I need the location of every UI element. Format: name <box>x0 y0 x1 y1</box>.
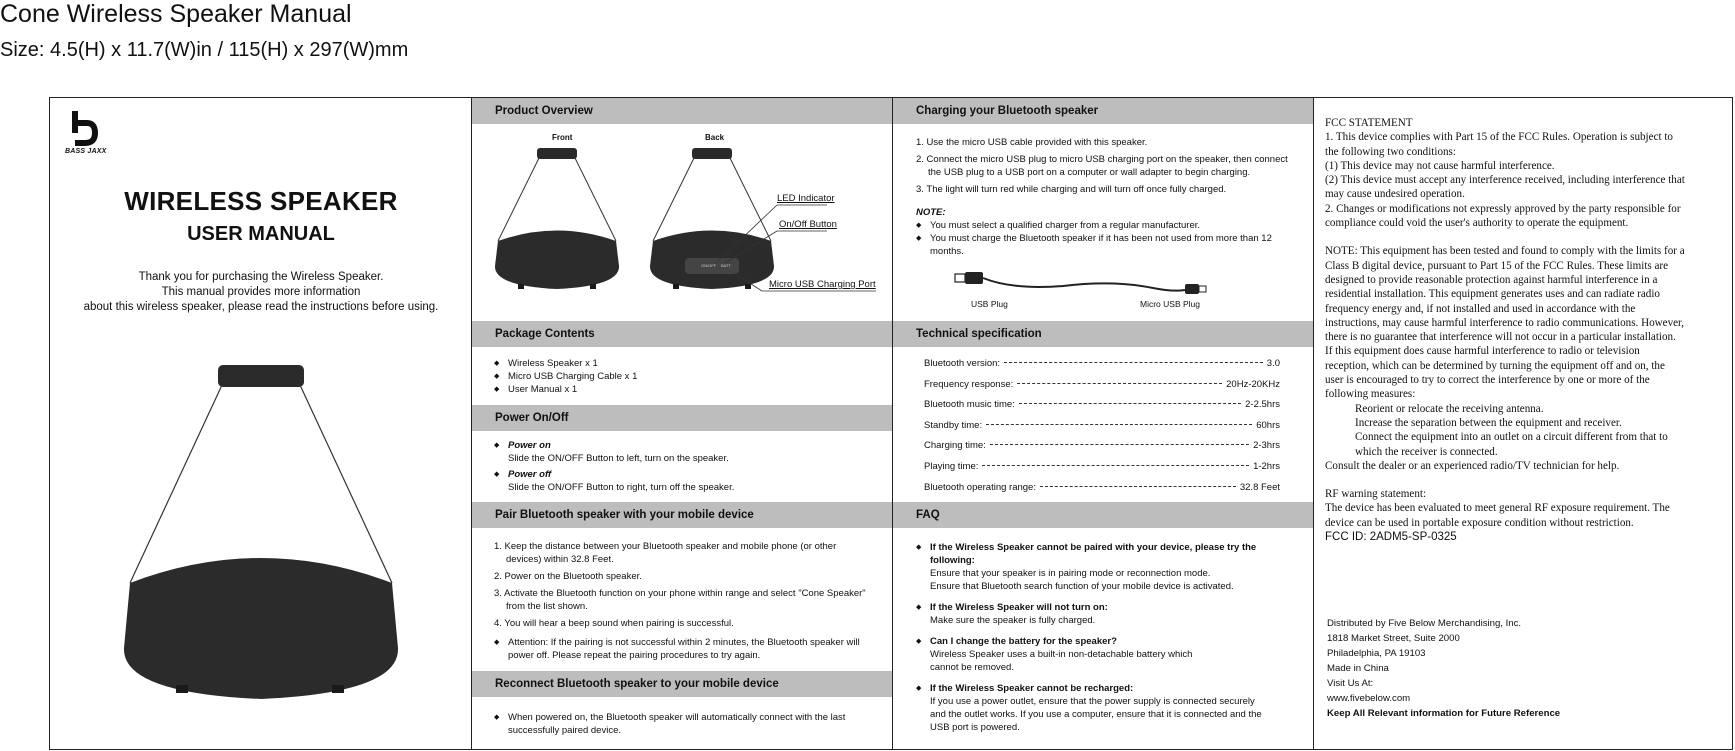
spec-row <box>924 460 1280 473</box>
power-off-title: ◆ Power off <box>508 469 552 480</box>
spec-key: Charging time: <box>924 440 986 452</box>
spec-row <box>924 357 1280 370</box>
charging-note-title: NOTE: <box>916 207 946 218</box>
fcc-title: FCC STATEMENT <box>1325 117 1413 129</box>
charging-note: ◆ You must charge the Bluetooth speaker if it has been not used from more than 12 months. <box>916 232 1301 258</box>
distributor-line: Visit Us At: <box>1327 678 1374 689</box>
intro-line: about this wireless speaker, please read the instructions before using. <box>83 301 439 313</box>
micro-usb-plug-label: Micro USB Plug <box>1140 299 1200 309</box>
intro-line: This manual provides more information <box>161 286 361 298</box>
spec-value: 1-2hrs <box>1253 460 1280 472</box>
onoff-button-callout: On/Off Button <box>779 219 837 230</box>
usb-port-callout: Micro USB Charging Port <box>769 279 876 290</box>
pair-steps <box>494 540 874 662</box>
package-item: ◆ Micro USB Charging Cable x 1 <box>494 370 874 383</box>
faq-question: ◆ If the Wireless Speaker cannot be recharged: <box>930 683 1134 694</box>
faq-answer: Ensure that your speaker is in pairing mode or reconnection mode. <box>930 568 1211 579</box>
product-overview-heading: Product Overview <box>472 98 892 124</box>
faq-answer: Make sure the speaker is fully charged. <box>930 615 1096 626</box>
spec-key: Standby time: <box>924 419 983 431</box>
power-on-item <box>494 439 874 465</box>
faq-item <box>916 541 1301 593</box>
bass-jaxx-logo-icon <box>65 109 99 147</box>
spec-key: Bluetooth music time: <box>924 399 1015 411</box>
switch-label-onoff: ON/OFF <box>701 263 717 268</box>
faq-answer: Ensure that Bluetooth search function of your mobile device is activated. <box>930 581 1234 592</box>
fcc-statement <box>1325 116 1685 530</box>
distributor-line: Philadelphia, PA 19103 <box>1327 648 1426 659</box>
overview-panel <box>472 98 893 749</box>
document-size: Size: 4.5(H) x 11.7(W)in / 115(H) x 297(W)mm <box>0 39 409 61</box>
power-heading: Power On/Off <box>472 405 892 431</box>
reconnect-item: ◆ When powered on, the Bluetooth speaker will automatically connect with the last successfully paired device. <box>494 711 874 737</box>
spec-key: Bluetooth operating range: <box>924 481 1036 493</box>
charging-steps <box>916 136 1301 258</box>
manual-sheet <box>49 97 1733 750</box>
keep-reference-note: Keep All Relevant information for Future Reference <box>1327 708 1561 719</box>
spec-row <box>924 378 1280 391</box>
spec-value: 3.0 <box>1266 358 1280 369</box>
power-instructions <box>494 439 874 494</box>
package-list <box>494 357 874 396</box>
charging-step: 2. Connect the micro USB plug to micro USB charging port on the speaker, then connect the USB plug to a USB port on a computer or wall adapter to begin charging. <box>916 154 1288 178</box>
tech-spec-table <box>924 357 1280 501</box>
speaker-illustration <box>120 363 400 713</box>
faq-item <box>916 601 1301 627</box>
brand-name: BASS JAXX <box>65 148 107 155</box>
pair-step: 1. Keep the distance between your Bluetooth speaker and mobile phone (or other devices) within 32.8 Feet. <box>494 541 837 565</box>
spec-key: Playing time: <box>924 460 979 472</box>
distributor-line: Distributed by Five Below Merchandising, Inc. <box>1327 618 1522 629</box>
pair-heading: Pair Bluetooth speaker with your mobile device <box>472 502 892 528</box>
fcc-id: FCC ID: 2ADM5-SP-0325 <box>1325 531 1457 543</box>
faq-list <box>916 541 1301 734</box>
distributor-info <box>1327 616 1560 721</box>
faq-heading: FAQ <box>893 502 1313 528</box>
package-item: ◆ Wireless Speaker x 1 <box>494 357 874 370</box>
spec-row <box>924 419 1280 432</box>
distributor-line: www.fivebelow.com <box>1327 693 1411 704</box>
charging-heading: Charging your Bluetooth speaker <box>893 98 1313 124</box>
rf-title: RF warning statement: <box>1325 488 1427 501</box>
faq-answer: If you use a power outlet, ensure that the power supply is connected securely <box>930 696 1255 707</box>
spec-value: 2-2.5hrs <box>1245 399 1280 411</box>
spec-value: 60hrs <box>1256 419 1280 431</box>
spec-row <box>924 439 1280 452</box>
led-indicator-callout: LED Indicator <box>777 193 835 204</box>
spec-value: 20Hz-20KHz <box>1226 378 1280 390</box>
front-label: Front <box>552 133 573 142</box>
spec-key: Bluetooth version: <box>924 358 1001 369</box>
fcc-measure: Connect the equipment into an outlet on a circuit different from that to which the receiver is connected. <box>1355 431 1668 458</box>
reconnect-text <box>494 711 874 737</box>
power-on-text: Slide the ON/OFF Button to left, turn on the speaker. <box>508 453 729 464</box>
package-item: ◆ User Manual x 1 <box>494 383 874 396</box>
faq-question: ◆ If the Wireless Speaker cannot be paired with your device, please try the following: <box>930 542 1257 566</box>
fcc-paragraph: 2. Changes or modifications not expressly approved by the party responsible for compliance could void the user's authority to operate the equipment. <box>1325 202 1681 230</box>
fcc-panel <box>1314 98 1732 749</box>
package-contents-heading: Package Contents <box>472 321 892 347</box>
spec-key: Frequency response: <box>924 378 1014 390</box>
faq-answer: USB port is powered. <box>930 722 1020 733</box>
charging-panel <box>893 98 1314 749</box>
cover-panel <box>50 98 472 749</box>
charging-step: 1. Use the micro USB cable provided with this speaker. <box>916 137 1148 148</box>
faq-answer: and the outlet works. If you use a computer, ensure that it is connected and the <box>930 709 1262 720</box>
faq-answer: cannot be removed. <box>930 662 1014 673</box>
cover-subtitle: USER MANUAL <box>187 223 335 245</box>
brand-logo <box>65 109 125 155</box>
charging-note: ◆ You must select a qualified charger from a regular manufacturer. <box>916 219 1301 232</box>
faq-question: ◆ If the Wireless Speaker will not turn on: <box>930 602 1108 613</box>
cover-title: WIRELESS SPEAKER <box>124 186 398 216</box>
switch-label-batt: BATT <box>721 263 731 268</box>
fcc-condition: (2) This device must accept any interference received, including interference that may cause undesired operation. <box>1325 174 1685 201</box>
pair-attention: ◆ Attention: If the pairing is not successful within 2 minutes, the Bluetooth speaker will power off. Please repeat the pairing procedures to try again. <box>494 636 874 662</box>
distributor-line: Made in China <box>1327 663 1389 674</box>
usb-cable-illustration <box>953 268 1213 298</box>
faq-item <box>916 682 1301 734</box>
power-off-item <box>494 468 874 494</box>
fcc-paragraph: 1. This device complies with Part 15 of the FCC Rules. Operation is subject to the following two conditions: <box>1325 131 1673 158</box>
reconnect-heading: Reconnect Bluetooth speaker to your mobile device <box>472 671 892 697</box>
charging-step: 3. The light will turn red while charging and will turn off once fully charged. <box>916 184 1227 195</box>
usb-plug-label: USB Plug <box>971 299 1008 309</box>
tech-spec-heading: Technical specification <box>893 321 1313 347</box>
cover-intro <box>50 270 472 315</box>
fcc-condition: (1) This device may not cause harmful interference. <box>1325 159 1555 172</box>
fcc-consult: Consult the dealer or an experienced radio/TV technician for help. <box>1325 459 1620 472</box>
spec-value: 32.8 Feet <box>1239 481 1280 493</box>
pair-step: 3. Activate the Bluetooth function on your phone within range and select "Cone Speaker" from the list shown. <box>494 588 866 612</box>
back-label: Back <box>705 133 725 142</box>
fcc-measure: Reorient or relocate the receiving antenna. <box>1355 402 1544 415</box>
power-off-text: Slide the ON/OFF Button to right, turn off the speaker. <box>508 482 735 493</box>
faq-item <box>916 635 1301 674</box>
fcc-measure: Increase the separation between the equipment and receiver. <box>1355 416 1622 429</box>
fcc-note: NOTE: This equipment has been tested and found to comply with the limits for a Class B digital device, pursuant to Part 15 of the FCC Rules. These limits are designed to provide reasonable protection against harmful interference in a residential installation. This equipment generates uses and can radiate radio frequency energy and, if not installed and used in accordance with the instructions, may cause harmful interference to radio communications. However, there is no guarantee that interference will not occur in a particular installation. If this equipment does cause harmful interference to radio or television reception, which can be determined by turning the equipment off and on, the user is encouraged to try to correct the interference by one or more of the following measures: <box>1325 245 1685 401</box>
faq-answer: Wireless Speaker uses a built-in non-detachable battery which <box>930 649 1193 660</box>
faq-question: ◆ Can I change the battery for the speaker? <box>930 636 1117 647</box>
document-title: Cone Wireless Speaker Manual <box>0 0 352 28</box>
spec-row <box>924 398 1280 411</box>
spec-row <box>924 481 1280 494</box>
pair-step: 4. You will hear a beep sound when pairing is successful. <box>494 618 734 629</box>
rf-statement: The device has been evaluated to meet general RF exposure requirement. The device can be used in portable exposure condition without restriction. <box>1325 502 1670 529</box>
intro-line: Thank you for purchasing the Wireless Speaker. <box>138 271 384 283</box>
spec-value: 2-3hrs <box>1253 440 1280 452</box>
power-on-title: ◆ Power on <box>508 440 551 451</box>
pair-step: 2. Power on the Bluetooth speaker. <box>494 571 642 582</box>
distributor-line: 1818 Market Street, Suite 2000 <box>1327 633 1460 644</box>
